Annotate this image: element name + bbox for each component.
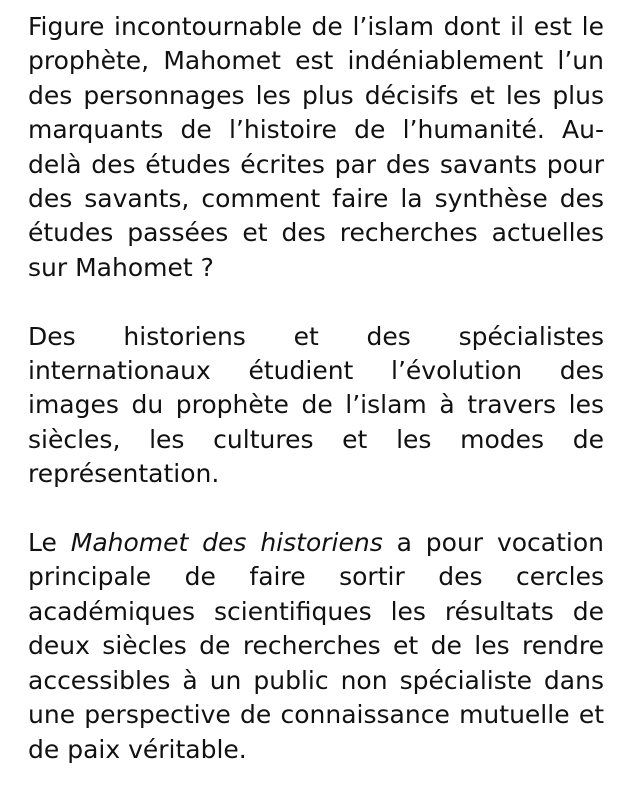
paragraph-3 <box>28 526 604 767</box>
book-title: Mahomet des historiens <box>70 528 383 558</box>
paragraph-1 <box>28 10 604 285</box>
paragraph-1-text: Figure incontournable de l’islam dont il est le prophète, Mahomet est indéniablement l’un des personnages les plus décisifs et les plus marquants de l’histoire de l’humanité. Au-delà des études écrites par des savants pour des savants, comment faire la synthèse des études passées et des recherches actuelles sur Mahomet ? <box>28 12 604 282</box>
document-body <box>28 10 604 767</box>
paragraph-3-prefix: Le <box>28 528 71 558</box>
paragraph-2-text: Des historiens et des spécialistes internationaux étudient l’évolution des images du prophète de l’islam à travers les siècles, les cultures et les modes de représentation. <box>28 321 604 489</box>
paragraph-2 <box>28 320 604 492</box>
paragraph-3-text: a pour vocation principale de faire sortir des cercles académiques scientifiques les résultats de deux siècles de recherches et de les rendre accessibles à un public non spécialiste dans une perspective de connaissance mutuelle et de paix véritable. <box>28 528 604 764</box>
